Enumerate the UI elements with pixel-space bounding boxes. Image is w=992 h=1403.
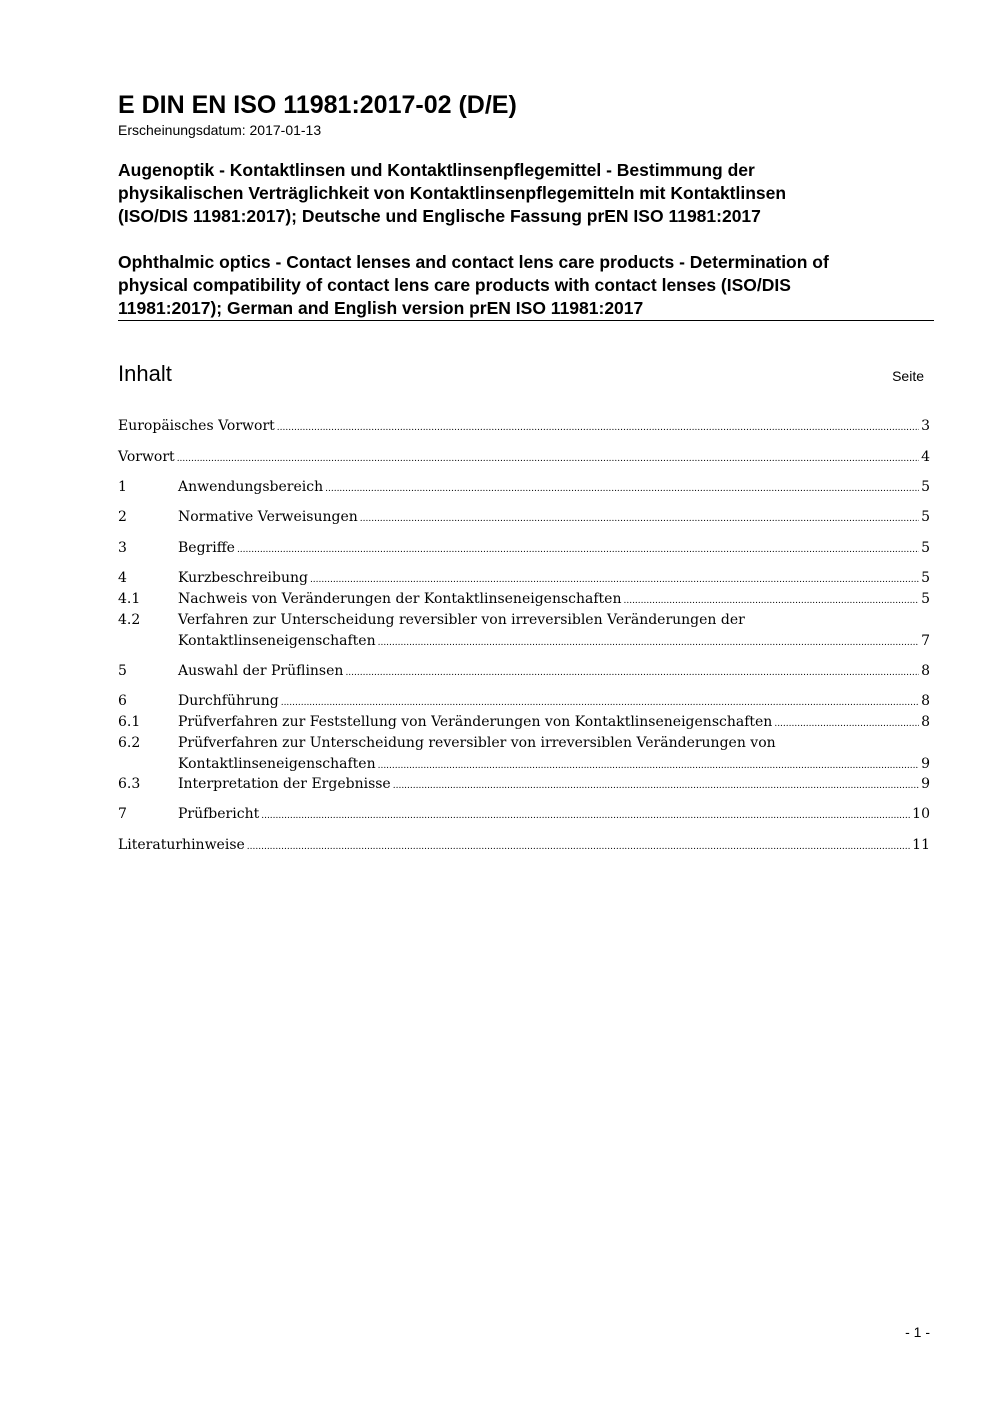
toc-entry-title: Literaturhinweise bbox=[118, 837, 245, 853]
toc-entry[interactable] bbox=[118, 661, 930, 684]
toc-entry-title: Kurzbeschreibung bbox=[178, 570, 308, 586]
toc-entry-title: Anwendungsbereich bbox=[178, 479, 324, 495]
toc-entry-number: 5 bbox=[118, 663, 127, 679]
toc-entry-number: 6.2 bbox=[118, 735, 141, 751]
toc-leader bbox=[177, 447, 919, 470]
toc-entry-number: 2 bbox=[118, 509, 127, 525]
toc-entry-page: 5 bbox=[921, 509, 930, 525]
title-german-line: Augenoptik - Kontaktlinsen und Kontaktlinsenpflegemittel - Bestimmung der bbox=[118, 160, 755, 180]
toc-leader bbox=[310, 568, 919, 591]
toc-leader bbox=[281, 691, 919, 714]
title-german bbox=[118, 159, 933, 228]
toc-entry-title: Durchführung bbox=[178, 693, 279, 709]
toc-entry-page: 5 bbox=[921, 540, 930, 556]
document-id: E DIN EN ISO 11981:2017-02 (D/E) bbox=[118, 91, 517, 119]
toc-entry-page: 3 bbox=[921, 418, 930, 434]
toc-entry-number: 6.1 bbox=[118, 714, 141, 730]
title-english bbox=[118, 251, 933, 320]
toc-entry-title-first-line: Prüfverfahren zur Unterscheidung reversibler von irreversiblen Veränderungen von bbox=[178, 735, 776, 751]
toc-entry-page: 8 bbox=[921, 663, 930, 679]
title-english-line: Ophthalmic optics - Contact lenses and contact lens care products - Determination of bbox=[118, 252, 829, 272]
toc-entry[interactable] bbox=[118, 835, 930, 858]
toc-entry-page: 7 bbox=[921, 633, 930, 649]
toc-entry[interactable] bbox=[118, 538, 930, 561]
toc-entry-title: Nachweis von Veränderungen der Kontaktlinseneigenschaften bbox=[178, 591, 622, 607]
toc-entry[interactable] bbox=[118, 447, 930, 470]
toc-entry-page: 11 bbox=[912, 837, 930, 853]
toc-leader bbox=[378, 631, 919, 654]
toc-entry-number: 4 bbox=[118, 570, 127, 586]
toc-entry[interactable] bbox=[118, 589, 930, 612]
toc-entry-page: 10 bbox=[912, 806, 930, 822]
title-german-line: physikalischen Verträglichkeit von Kontaktlinsenpflegemitteln mit Kontaktlinsen bbox=[118, 183, 787, 203]
toc-entry-title: Normative Verweisungen bbox=[178, 509, 358, 525]
toc-leader bbox=[360, 507, 919, 530]
toc-entry-title: Vorwort bbox=[118, 449, 175, 465]
toc-entry[interactable] bbox=[118, 774, 930, 797]
toc-entry[interactable] bbox=[118, 691, 930, 714]
toc-entry-number: 6.3 bbox=[118, 776, 141, 792]
publication-date: Erscheinungsdatum: 2017-01-13 bbox=[118, 122, 322, 138]
toc-entry[interactable] bbox=[118, 733, 930, 777]
toc-entry-page: 5 bbox=[921, 570, 930, 586]
toc-leader bbox=[261, 804, 910, 827]
toc-leader bbox=[345, 661, 919, 684]
title-english-line: 11981:2017); German and English version prEN ISO 11981:2017 bbox=[118, 298, 644, 318]
toc-entry-number: 4.2 bbox=[118, 612, 141, 628]
toc-entry-page: 4 bbox=[921, 449, 930, 465]
toc-entry-title: Interpretation der Ergebnisse bbox=[178, 776, 391, 792]
toc-entry-page: 5 bbox=[921, 479, 930, 495]
toc-leader bbox=[393, 774, 919, 797]
toc-entry[interactable] bbox=[118, 610, 930, 654]
toc-entry[interactable] bbox=[118, 416, 930, 439]
toc-entry[interactable] bbox=[118, 477, 930, 500]
toc-entry-page: 9 bbox=[921, 776, 930, 792]
title-german-line: (ISO/DIS 11981:2017); Deutsche und Englische Fassung prEN ISO 11981:2017 bbox=[118, 206, 761, 226]
toc-entry-title: Begriffe bbox=[178, 540, 235, 556]
toc-leader bbox=[623, 589, 919, 612]
title-divider bbox=[118, 320, 934, 321]
toc-entry[interactable] bbox=[118, 712, 930, 735]
toc-entry-title: Kontaktlinseneigenschaften bbox=[178, 633, 376, 649]
toc-entry-title: Europäisches Vorwort bbox=[118, 418, 275, 434]
toc-entry-number: 3 bbox=[118, 540, 127, 556]
toc-entry-page: 9 bbox=[921, 756, 930, 772]
toc-entry-number: 6 bbox=[118, 693, 127, 709]
toc-entry-page: 5 bbox=[921, 591, 930, 607]
title-english-line: physical compatibility of contact lens care products with contact lenses (ISO/DIS bbox=[118, 275, 791, 295]
toc-leader bbox=[237, 538, 919, 561]
toc-entry-page: 8 bbox=[921, 714, 930, 730]
toc-entry[interactable] bbox=[118, 804, 930, 827]
toc-entry[interactable] bbox=[118, 568, 930, 591]
toc-entry[interactable] bbox=[118, 507, 930, 530]
toc-entry-title: Auswahl der Prüflinsen bbox=[178, 663, 344, 679]
page-number: - 1 - bbox=[905, 1324, 930, 1340]
toc-leader bbox=[247, 835, 910, 858]
toc-entry-page: 8 bbox=[921, 693, 930, 709]
toc-leader bbox=[325, 477, 919, 500]
toc-entry-number: 4.1 bbox=[118, 591, 141, 607]
toc-leader bbox=[277, 416, 919, 439]
toc-entry-number: 7 bbox=[118, 806, 127, 822]
toc-entry-number: 1 bbox=[118, 479, 127, 495]
toc-entry-title: Kontaktlinseneigenschaften bbox=[178, 756, 376, 772]
toc-heading: Inhalt bbox=[118, 361, 172, 386]
toc-page-label: Seite bbox=[892, 368, 924, 384]
toc-entry-title: Prüfverfahren zur Feststellung von Veränderungen von Kontaktlinseneigenschaften bbox=[178, 714, 773, 730]
toc-leader bbox=[774, 712, 919, 735]
toc-entry-title: Prüfbericht bbox=[178, 806, 260, 822]
toc-entry-title-first-line: Verfahren zur Unterscheidung reversibler von irreversiblen Veränderungen der bbox=[178, 612, 745, 628]
